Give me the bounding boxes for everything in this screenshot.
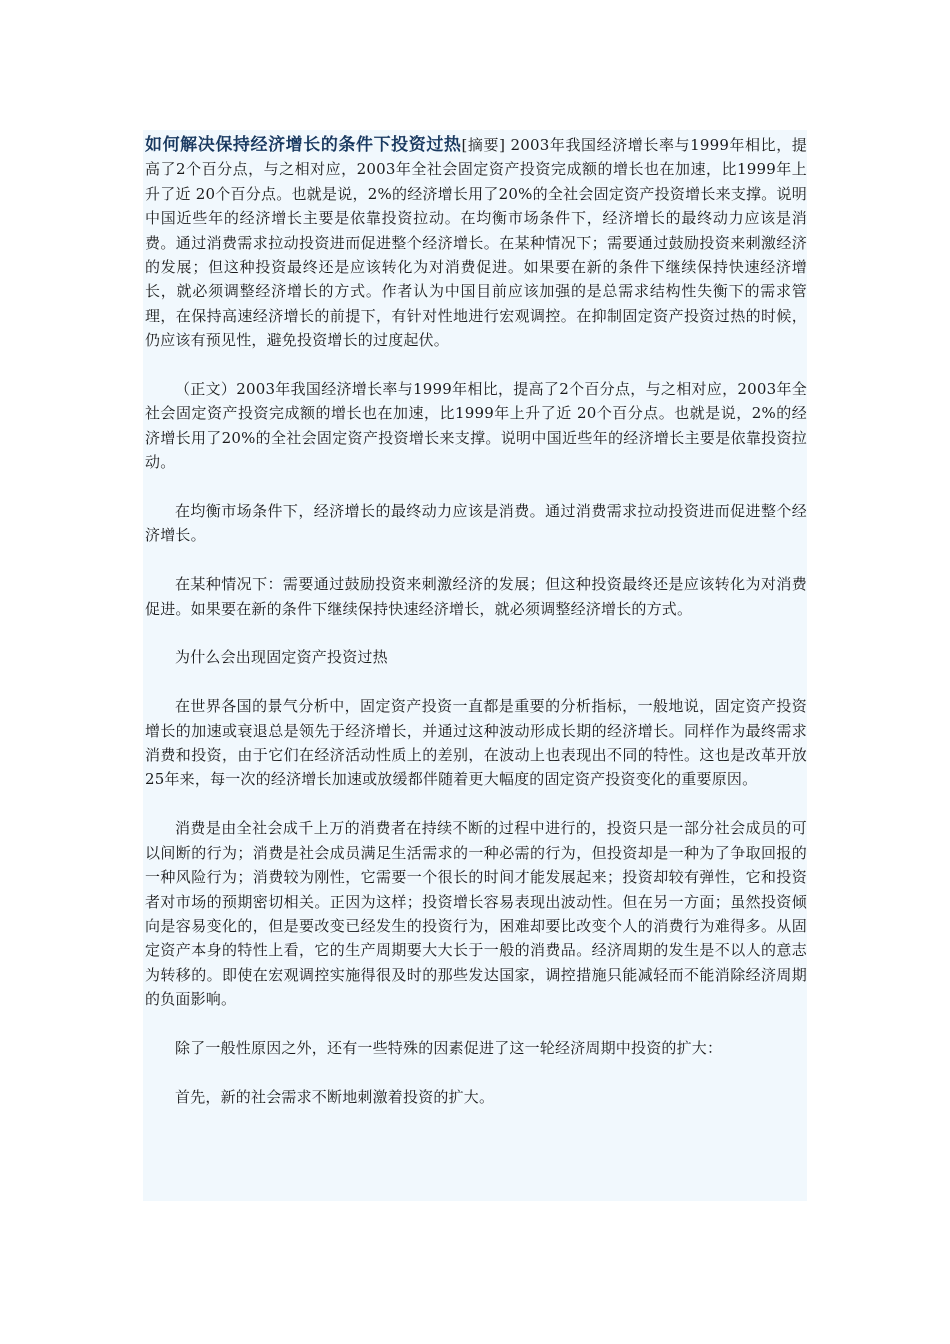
section-heading: 为什么会出现固定资产投资过热: [175, 648, 388, 667]
abstract-label: [摘要]: [461, 136, 506, 154]
body-paragraph: 首先，新的社会需求不断地刺激着投资的扩大。: [175, 1087, 495, 1106]
body-paragraph: 在某种情况下：需要通过鼓励投资来刺激经济的发展；但这种投资最终还是应该转化为对消费促进。如果要在新的条件下继续保持快速经济增长，就必须调整经济增长的方式。: [145, 575, 807, 618]
body-paragraph: 消费是由全社会成千上万的消费者在持续不断的过程中进行的，投资只是一部分社会成员的可以间断的行为；消费是社会成员满足生活需求的一种必需的行为，但投资却是一种为了争取回报的一种风险行为；消费较为刚性，它需要一个很长的时间才能发展起来；投资却较有弹性，它和投资者对市场的预期密切相关。正因为这样；投资增长容易表现出波动性。但在另一方面；虽然投资倾向是容易变化的，但是要改变已经发生的投资行为，困难却要比改变个人的消费行为难得多。从固定资产本身的特性上看，它的生产周期要大大长于一般的消费品。经济周期的发生是不以人的意志为转移的。即使在宏观调控实施得很及时的那些发达国家，调控措施只能减轻而不能消除经济周期的负面影响。: [145, 819, 807, 1009]
body-paragraph: 除了一般性原因之外，还有一些特殊的因素促进了这一轮经济周期中投资的扩大：: [175, 1038, 723, 1057]
document-body: [143, 130, 807, 1201]
body-paragraph: 在世界各国的景气分析中，固定资产投资一直都是重要的分析指标，一般地说，固定资产投资增长的加速或衰退总是领先于经济增长，并通过这种波动形成长期的经济增长。同样作为最终需求消费和投资，由于它们在经济活动性质上的差别，在波动上也表现出不同的特性。这也是改革开放25年来，每一次的经济增长加速或放缓都伴随着更大幅度的固定资产投资变化的重要原因。: [145, 697, 807, 789]
abstract-text: 2003年我国经济增长率与1999年相比，提高了2个百分点，与之相对应，2003年全社会固定资产投资完成额的增长也在加速，比1999年上升了近 20个百分点。也就是说，2%的经济增长用了20%的全社会固定资产投资增长来支撑。说明中国近些年的经济增长主要是依靠投资拉动。在均衡市场条件下，经济增长的最终动力应该是消费。通过消费需求拉动投资进而促进整个经济增长。在某种情况下；需要通过鼓励投资来刺激经济的发展；但这种投资最终还是应该转化为对消费促进。如果要在新的条件下继续保持快速经济增长，就必须调整经济增长的方式。作者认为中国目前应该加强的是总需求结构性失衡下的需求管理，在保持高速经济增长的前提下，有针对性地进行宏观调控。在抑制固定资产投资过热的时候，仍应该有预见性，避免投资增长的过度起伏。: [145, 136, 807, 350]
document-title: 如何解决保持经济增长的条件下投资过热: [145, 135, 462, 155]
body-paragraph: （正文）2003年我国经济增长率与1999年相比，提高了2个百分点，与之相对应，2003年全社会固定资产投资完成额的增长也在加速，比1999年上升了近 20个百分点。也就是说，2%的经济增长用了20%的全社会固定资产投资增长来支撑。说明中国近些年的经济增长主要是依靠投资拉动。: [145, 380, 807, 472]
body-paragraph: 在均衡市场条件下，经济增长的最终动力应该是消费。通过消费需求拉动投资进而促进整个经济增长。: [145, 502, 807, 545]
abstract-paragraph: [145, 133, 807, 353]
